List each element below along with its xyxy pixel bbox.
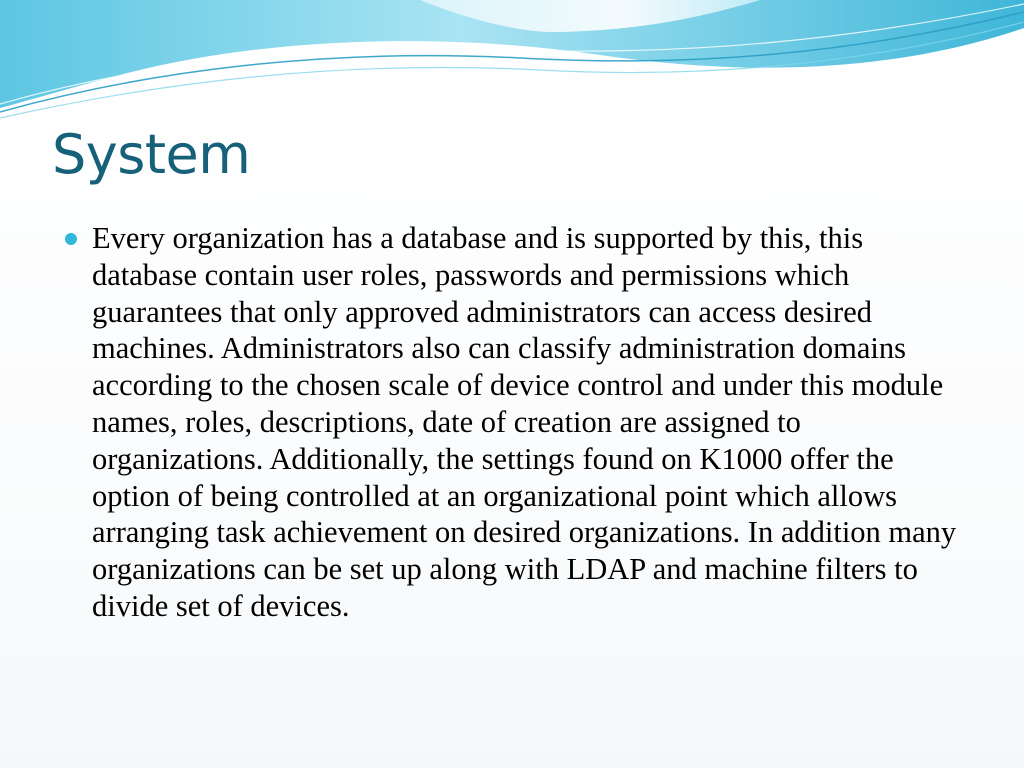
slide-title: System [52, 123, 251, 186]
wave-header-decoration [0, 0, 1024, 130]
bullet-item [60, 220, 970, 625]
bullet-text: Every organization has a database and is supported by this, this database contain user roles, passwords and permissions which guarantees that only approved administrators can access desired machines. Administrators also can classify administration domains according to the chosen scale of device control and under this module names, roles, descriptions, date of creation are assigned to organizations. Additionally, the settings found on K1000 offer the option of being controlled at an organizational point which allows arranging task achievement on desired organizations. In addition many organizations can be set up along with LDAP and machine filters to divide set of devices. [92, 221, 957, 623]
bullet-list [60, 220, 970, 625]
bullet-icon [65, 233, 77, 245]
